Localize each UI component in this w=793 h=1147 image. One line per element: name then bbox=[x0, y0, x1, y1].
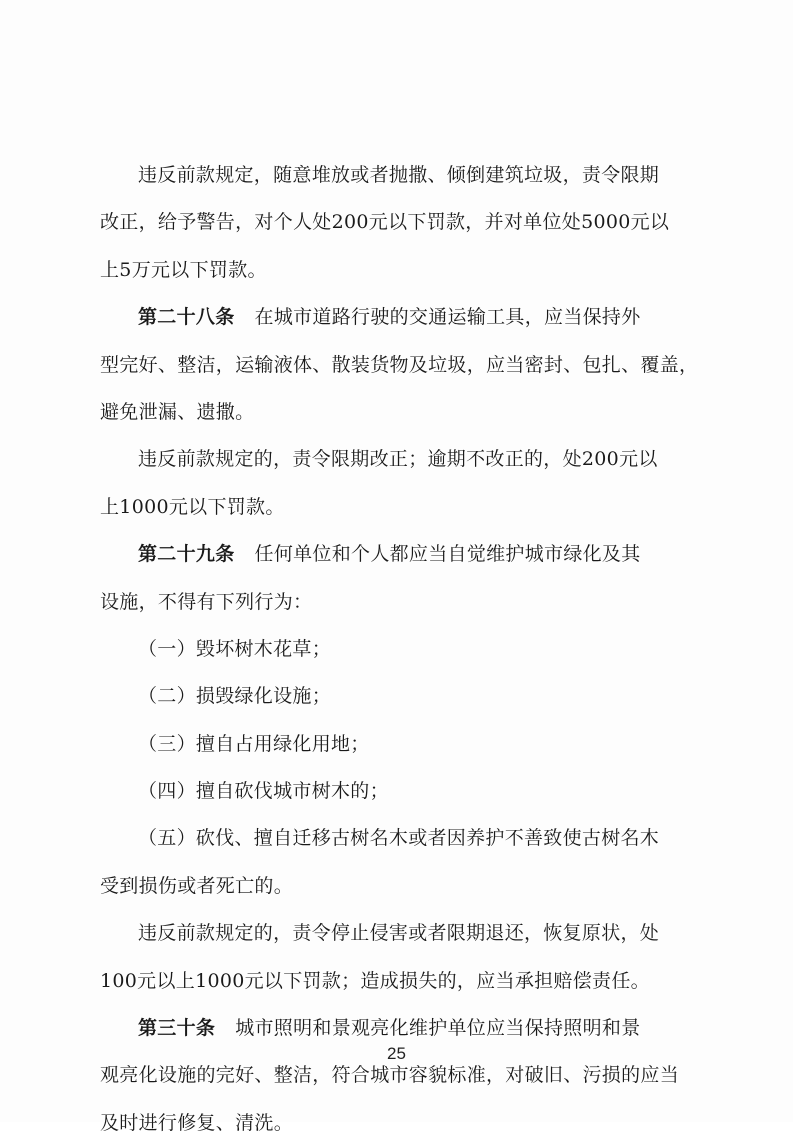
line-text: 违反前款规定，随意堆放或者抛撒、倾倒建筑垃圾，责令限期 bbox=[138, 164, 660, 186]
line-text: 城市照明和景观亮化维护单位应当保持照明和景 bbox=[235, 1017, 641, 1040]
line-text: 观亮化设施的完好、整洁，符合城市容貌标准，对破旧、污损的应当 bbox=[100, 1064, 680, 1087]
article-heading-line bbox=[100, 294, 692, 341]
list-item bbox=[100, 768, 692, 815]
article-title: 第二十九条 bbox=[138, 543, 235, 566]
article-title: 第二十八条 bbox=[138, 306, 235, 329]
paragraph-line bbox=[100, 579, 692, 626]
paragraph-line bbox=[100, 910, 692, 957]
line-text: 100元以上1000元以下罚款；造成损失的，应当承担赔偿责任。 bbox=[100, 969, 650, 992]
paragraph-line bbox=[100, 199, 692, 246]
paragraph-line bbox=[100, 1100, 692, 1147]
list-item bbox=[100, 626, 692, 673]
page-number: 25 bbox=[387, 1044, 406, 1063]
paragraph-line bbox=[100, 436, 692, 483]
line-text: （一）毁坏树木花草； bbox=[138, 637, 332, 660]
line-text: 设施，不得有下列行为： bbox=[100, 590, 313, 613]
paragraph-line bbox=[100, 152, 692, 199]
line-text: （四）擅自砍伐城市树木的； bbox=[138, 780, 389, 803]
paragraph-line bbox=[100, 484, 692, 531]
line-text: （三）擅自占用绿化用地； bbox=[138, 732, 370, 755]
list-item bbox=[100, 673, 692, 720]
line-text: 及时进行修复、清洗。 bbox=[100, 1111, 294, 1134]
line-text: 上1000元以下罚款。 bbox=[100, 495, 285, 518]
line-text: 型完好、整洁，运输液体、散装货物及垃圾，应当密封、包扎、覆盖， bbox=[100, 353, 699, 376]
list-item bbox=[100, 815, 692, 862]
paragraph-line bbox=[100, 863, 692, 910]
article-heading-line bbox=[100, 531, 692, 578]
line-text: 违反前款规定的，责令停止侵害或者限期退还，恢复原状，处 bbox=[138, 922, 660, 945]
article-title: 第三十条 bbox=[138, 1017, 216, 1040]
paragraph-line bbox=[100, 342, 699, 389]
line-text: 任何单位和个人都应当自觉维护城市绿化及其 bbox=[254, 543, 641, 566]
line-text: 违反前款规定的，责令限期改正；逾期不改正的，处200元以 bbox=[138, 448, 658, 471]
paragraph-line bbox=[100, 958, 692, 1005]
line-text: （五）砍伐、擅自迁移古树名木或者因养护不善致使古树名木 bbox=[138, 827, 660, 850]
line-text: 受到损伤或者死亡的。 bbox=[100, 874, 294, 897]
paragraph-line bbox=[100, 389, 692, 436]
line-text: 避免泄漏、遗撒。 bbox=[100, 400, 255, 423]
line-text: 上5万元以下罚款。 bbox=[100, 258, 267, 281]
paragraph-line bbox=[100, 247, 692, 294]
line-text: （二）损毁绿化设施； bbox=[138, 685, 332, 708]
list-item bbox=[100, 721, 692, 768]
line-text: 在城市道路行驶的交通运输工具，应当保持外 bbox=[254, 306, 641, 329]
line-text: 改正，给予警告，对个人处200元以下罚款，并对单位处5000元以 bbox=[100, 211, 670, 234]
document-body bbox=[100, 152, 699, 1147]
